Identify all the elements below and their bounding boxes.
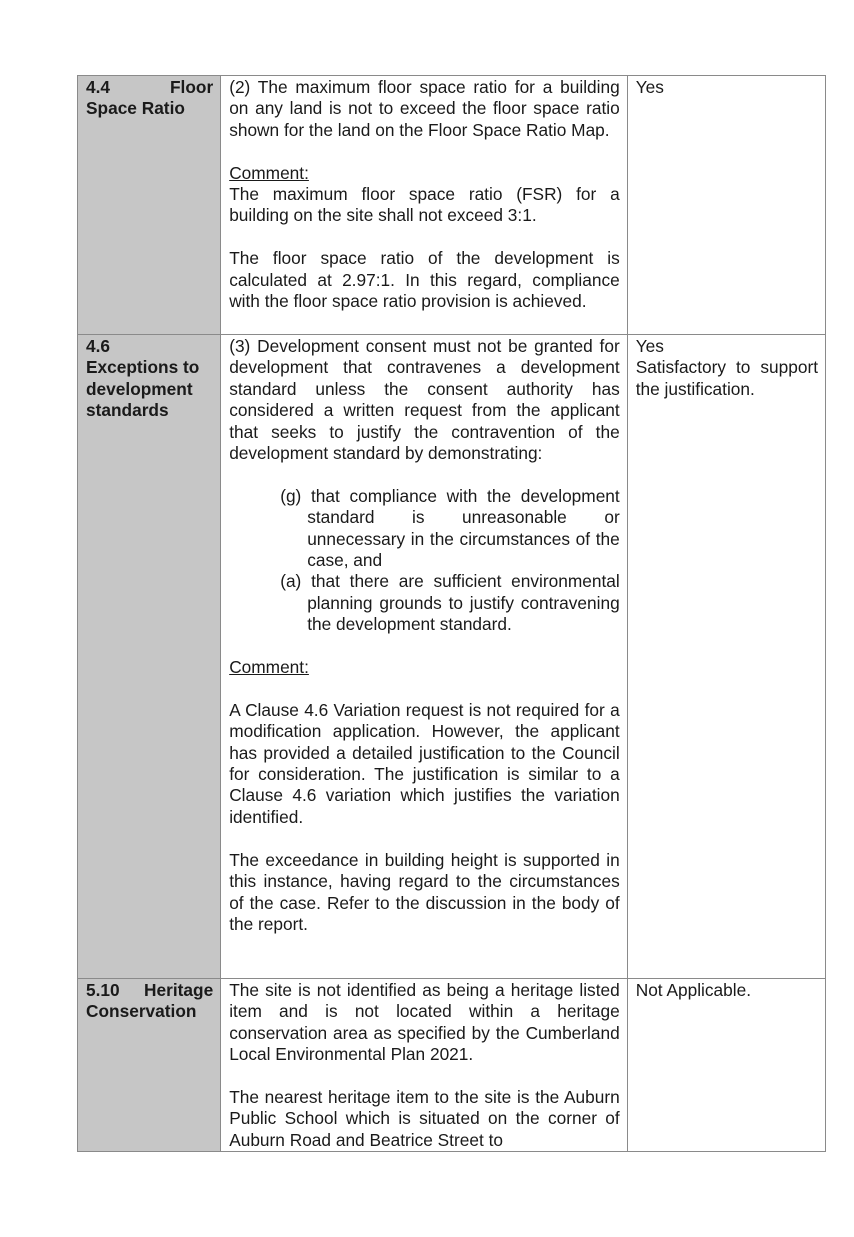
compliance-cell-heritage [627, 979, 825, 1152]
compliance-text: Yes [635, 336, 664, 356]
clause-title: Exceptions to [86, 357, 200, 378]
clause-title: development [86, 378, 193, 399]
compliance-text: Not Applicable. [635, 980, 751, 1000]
comment-text: The exceedance in building height is supported in this instance, having regard to the circumstances of the case. Refer to the discussion in the body of the report. [229, 849, 620, 934]
requirement-cell-fsr [221, 76, 628, 335]
table-row [78, 979, 826, 1152]
clause-word: Heritage [144, 980, 214, 1000]
comment-label: Comment: [229, 657, 309, 678]
list-item: (g) that compliance with the development standard is unreasonable or unnecessary in the circumstances of the case, and [280, 485, 620, 571]
list-item: (a) that there are sufficient environmental planning grounds to justify contravening the development standard. [280, 571, 620, 635]
clause-title: Conservation [86, 1001, 197, 1022]
requirement-text: The site is not identified as being a heritage listed item and is not located within a heritage conservation area as specified by the Cumberland Local Environmental Plan 2021. [229, 980, 620, 1065]
requirement-text: The nearest heritage item to the site is the Auburn Public School which is situated on the corner of Auburn Road and Beatrice Street to [229, 1087, 620, 1150]
compliance-cell-exceptions [627, 335, 825, 979]
comment-text: The maximum floor space ratio (FSR) for a building on the site shall not exceed 3:1. [229, 184, 620, 226]
clause-cell-exceptions [78, 335, 221, 979]
compliance-cell-fsr [627, 76, 825, 335]
requirement-cell-heritage [221, 979, 628, 1152]
compliance-note: Satisfactory to support the justification. [635, 357, 818, 399]
compliance-table [77, 75, 826, 1152]
comment-label: Comment: [229, 162, 309, 183]
clause-number: 5.10 [86, 980, 120, 1000]
clause-number: 4.4 [86, 77, 111, 97]
requirement-text: (3) Development consent must not be granted for development that contravenes a development standard unless the consent authority has considered a written request from the applicant that seeks to justify the contravention of the development standard by demonstrating: [229, 336, 620, 464]
clause-title: standards [86, 400, 169, 421]
clause-word: Floor [169, 77, 214, 97]
compliance-text: Yes [635, 77, 664, 97]
clause-number: 4.6 [86, 336, 111, 356]
table-row [78, 76, 826, 335]
clause-title: Space Ratio [86, 98, 185, 119]
requirement-text: (2) The maximum floor space ratio for a building on any land is not to exceed the floor space ratio shown for the land on the Floor Space Ratio Map. [229, 77, 620, 140]
table-row [78, 335, 826, 979]
clause-cell-heritage [78, 979, 221, 1152]
clause-cell-fsr [78, 76, 221, 335]
comment-text: A Clause 4.6 Variation request is not required for a modification application. However, the applicant has provided a detailed justification to the Council for consideration. The justification is similar to a Clause 4.6 variation which justifies the variation identified. [229, 699, 620, 827]
comment-text: The floor space ratio of the development is calculated at 2.97:1. In this regard, compliance with the floor space ratio provision is achieved. [229, 248, 620, 312]
requirement-cell-exceptions [221, 335, 628, 979]
